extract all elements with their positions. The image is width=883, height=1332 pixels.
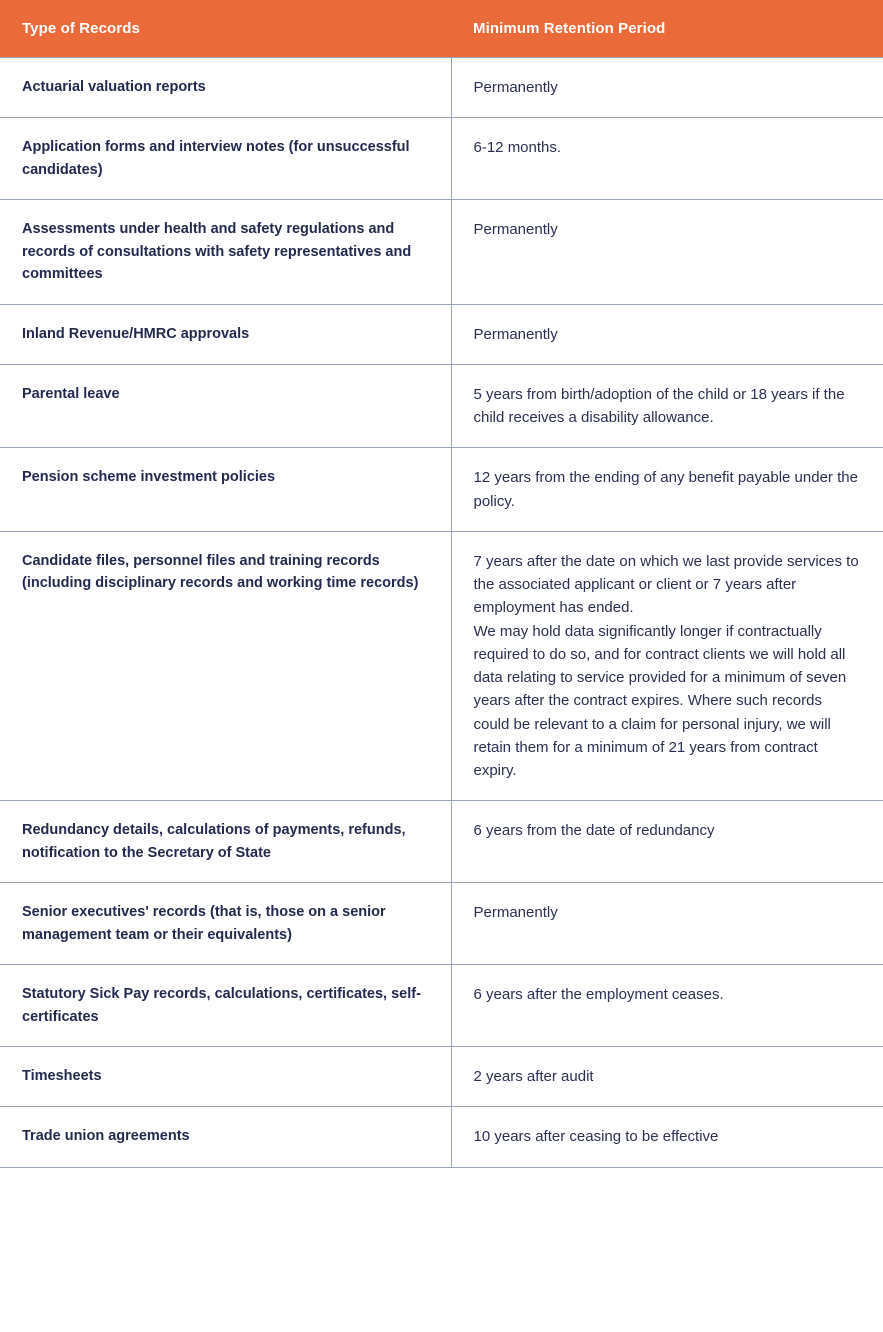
cell-type-of-records: Pension scheme investment policies <box>0 448 451 532</box>
cell-minimum-retention-period: 7 years after the date on which we last provide services to the associated applicant or client or 7 years after employment has ended. We may hold data significantly longer if contractually required to do so, and for contract clients we will hold all data relating to service provided for a minimum of seven years after the contract expires. Where such records could be relevant to a claim for personal injury, we will retain them for a minimum of 21 years from contract expiry. <box>451 531 883 801</box>
cell-minimum-retention-period: Permanently <box>451 304 883 364</box>
table-row <box>0 883 883 965</box>
table-row <box>0 200 883 304</box>
cell-minimum-retention-period: 6 years after the employment ceases. <box>451 965 883 1047</box>
cell-type-of-records: Senior executives' records (that is, those on a senior management team or their equivalents) <box>0 883 451 965</box>
table-row <box>0 801 883 883</box>
cell-type-of-records: Timesheets <box>0 1047 451 1107</box>
table-row <box>0 304 883 364</box>
table-row <box>0 448 883 532</box>
table-row <box>0 118 883 200</box>
cell-type-of-records: Inland Revenue/HMRC approvals <box>0 304 451 364</box>
table-header <box>0 0 883 58</box>
column-header-type-of-records: Type of Records <box>0 0 451 58</box>
cell-type-of-records: Parental leave <box>0 364 451 448</box>
cell-minimum-retention-period: Permanently <box>451 200 883 304</box>
table-row <box>0 58 883 118</box>
cell-minimum-retention-period: 10 years after ceasing to be effective <box>451 1107 883 1167</box>
cell-minimum-retention-period: 5 years from birth/adoption of the child or 18 years if the child receives a disability allowance. <box>451 364 883 448</box>
cell-type-of-records: Statutory Sick Pay records, calculations, certificates, self-certificates <box>0 965 451 1047</box>
table-row <box>0 965 883 1047</box>
column-header-minimum-retention-period: Minimum Retention Period <box>451 0 883 58</box>
table-row <box>0 1047 883 1107</box>
cell-type-of-records: Assessments under health and safety regulations and records of consultations with safety representatives and committees <box>0 200 451 304</box>
cell-minimum-retention-period: Permanently <box>451 883 883 965</box>
cell-type-of-records: Candidate files, personnel files and training records (including disciplinary records and working time records) <box>0 531 451 801</box>
cell-minimum-retention-period: 2 years after audit <box>451 1047 883 1107</box>
cell-type-of-records: Trade union agreements <box>0 1107 451 1167</box>
cell-minimum-retention-period: 6-12 months. <box>451 118 883 200</box>
cell-minimum-retention-period: Permanently <box>451 58 883 118</box>
cell-minimum-retention-period: 6 years from the date of redundancy <box>451 801 883 883</box>
table-row <box>0 531 883 801</box>
cell-type-of-records: Actuarial valuation reports <box>0 58 451 118</box>
cell-type-of-records: Redundancy details, calculations of payments, refunds, notification to the Secretary of State <box>0 801 451 883</box>
table-row <box>0 364 883 448</box>
table-header-row <box>0 0 883 58</box>
cell-minimum-retention-period: 12 years from the ending of any benefit payable under the policy. <box>451 448 883 532</box>
table-row <box>0 1107 883 1167</box>
table-body <box>0 58 883 1168</box>
cell-type-of-records: Application forms and interview notes (for unsuccessful candidates) <box>0 118 451 200</box>
